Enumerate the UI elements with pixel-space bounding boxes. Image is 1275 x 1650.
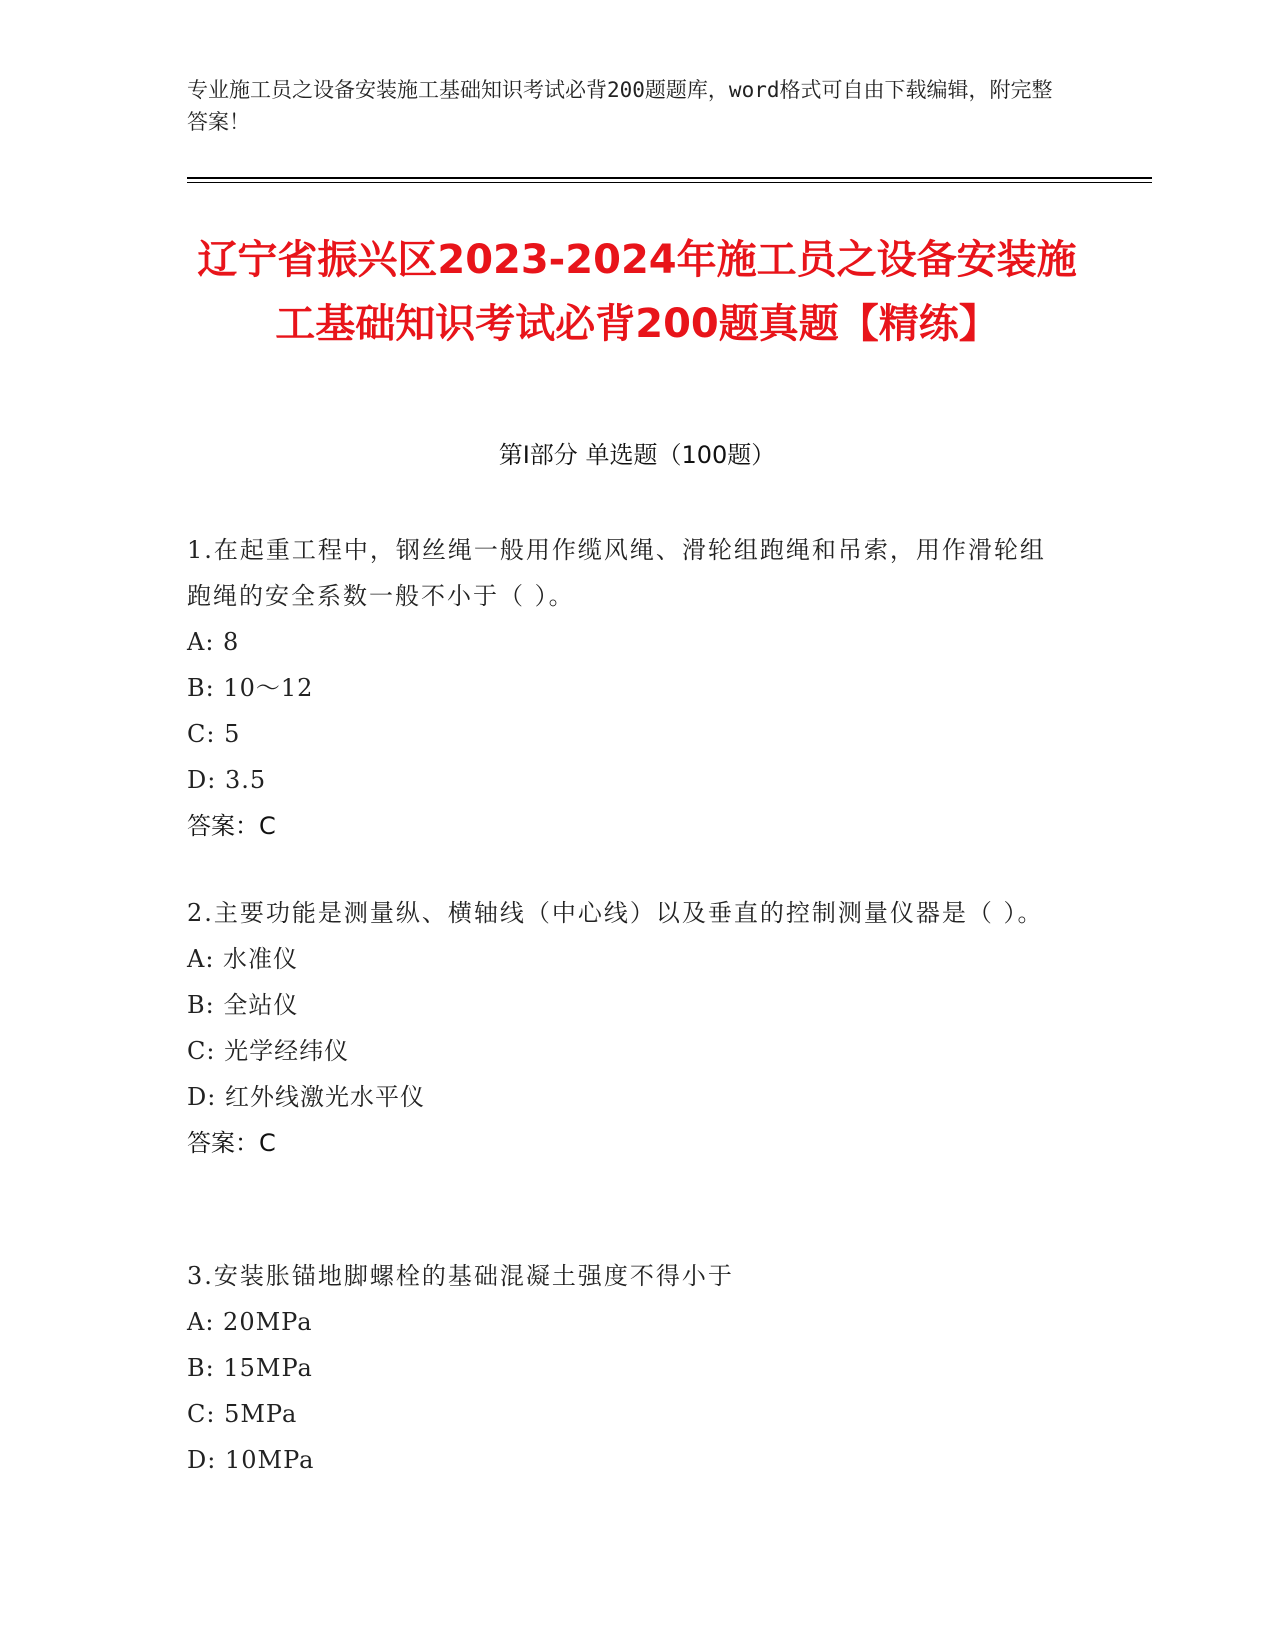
header-rule-thick (187, 177, 1152, 179)
question-2 (187, 890, 1067, 1166)
option-a: A: 8 (187, 628, 240, 656)
header-rule-thin (187, 182, 1152, 183)
document-title: 辽宁省振兴区2023-2024年施工员之设备安装施工基础知识考试必背200题真题【精练】 (197, 237, 1077, 347)
option-b: B: 15MPa (187, 1354, 313, 1382)
option-b: B: 10～12 (187, 674, 314, 702)
answer: 答案：C (187, 812, 276, 840)
option-c: C: 5MPa (187, 1400, 298, 1428)
option-c: C: 5 (187, 720, 241, 748)
question-3 (187, 1253, 1067, 1483)
option-b: B: 全站仪 (187, 991, 299, 1019)
question-1 (187, 527, 1067, 849)
section-heading: 第Ⅰ部分 单选题（100题） (498, 441, 776, 469)
option-d: D: 红外线激光水平仪 (187, 1083, 425, 1111)
question-stem: 3.安装胀锚地脚螺栓的基础混凝土强度不得小于 (187, 1262, 734, 1290)
option-c: C: 光学经纬仪 (187, 1037, 350, 1065)
option-a: A: 水准仪 (187, 945, 299, 973)
question-stem: 2.主要功能是测量纵、横轴线（中心线）以及垂直的控制测量仪器是（ ）。 (187, 899, 1044, 927)
option-d: D: 10MPa (187, 1446, 315, 1474)
question-stem: 1.在起重工程中，钢丝绳一般用作缆风绳、滑轮组跑绳和吊索，用作滑轮组跑绳的安全系数一般不小于（ ）。 (187, 536, 1046, 610)
answer: 答案：C (187, 1129, 276, 1157)
header-note: 专业施工员之设备安装施工基础知识考试必背200题题库，word格式可自由下载编辑，附完整答案！ (187, 78, 1053, 134)
option-d: D: 3.5 (187, 766, 267, 794)
option-a: A: 20MPa (187, 1308, 313, 1336)
